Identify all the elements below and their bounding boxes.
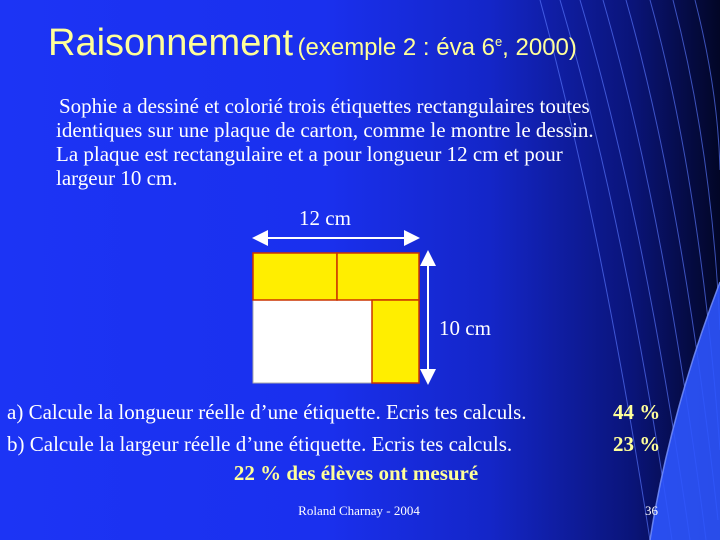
statement-line: Sophie a dessiné et colorié trois étiquettes rectangulaires toutes [59,94,590,118]
statement-line: identiques sur une plaque de carton, comme le montre le dessin. [56,118,594,142]
carton-plate-figure [240,228,440,390]
measurement-statistic: 22 % des élèves ont mesuré [233,461,479,485]
subtitle-text: (exemple 2 : éva 6 [297,34,495,61]
width-label: 10 cm [439,316,491,340]
statement-line: La plaque est rectangulaire et a pour longueur 12 cm et pour [56,142,563,166]
page-number: 36 [645,503,658,518]
question-a-percent: 44 % [613,400,661,424]
subtitle-superscript: e [494,34,503,49]
label-rectangle-3 [372,300,419,383]
subtitle-end: , 2000) [502,34,577,61]
question-a: a) Calcule la longueur réelle d’une étiquette. Ecris tes calculs. [7,400,527,424]
problem-statement [56,94,696,190]
title-subtitle [298,34,577,61]
length-label: 12 cm [299,206,351,230]
label-rectangle-2 [337,253,419,300]
statement-line: largeur 10 cm. [56,166,178,190]
label-rectangle-1 [253,253,337,300]
question-b-percent: 23 % [613,432,661,456]
title-main: Raisonnement [48,22,294,64]
footer-author: Roland Charnay - 2004 [298,503,420,518]
slide-title [48,22,577,65]
question-b: b) Calcule la largeur réelle d’une étiquette. Ecris tes calculs. [7,432,513,456]
